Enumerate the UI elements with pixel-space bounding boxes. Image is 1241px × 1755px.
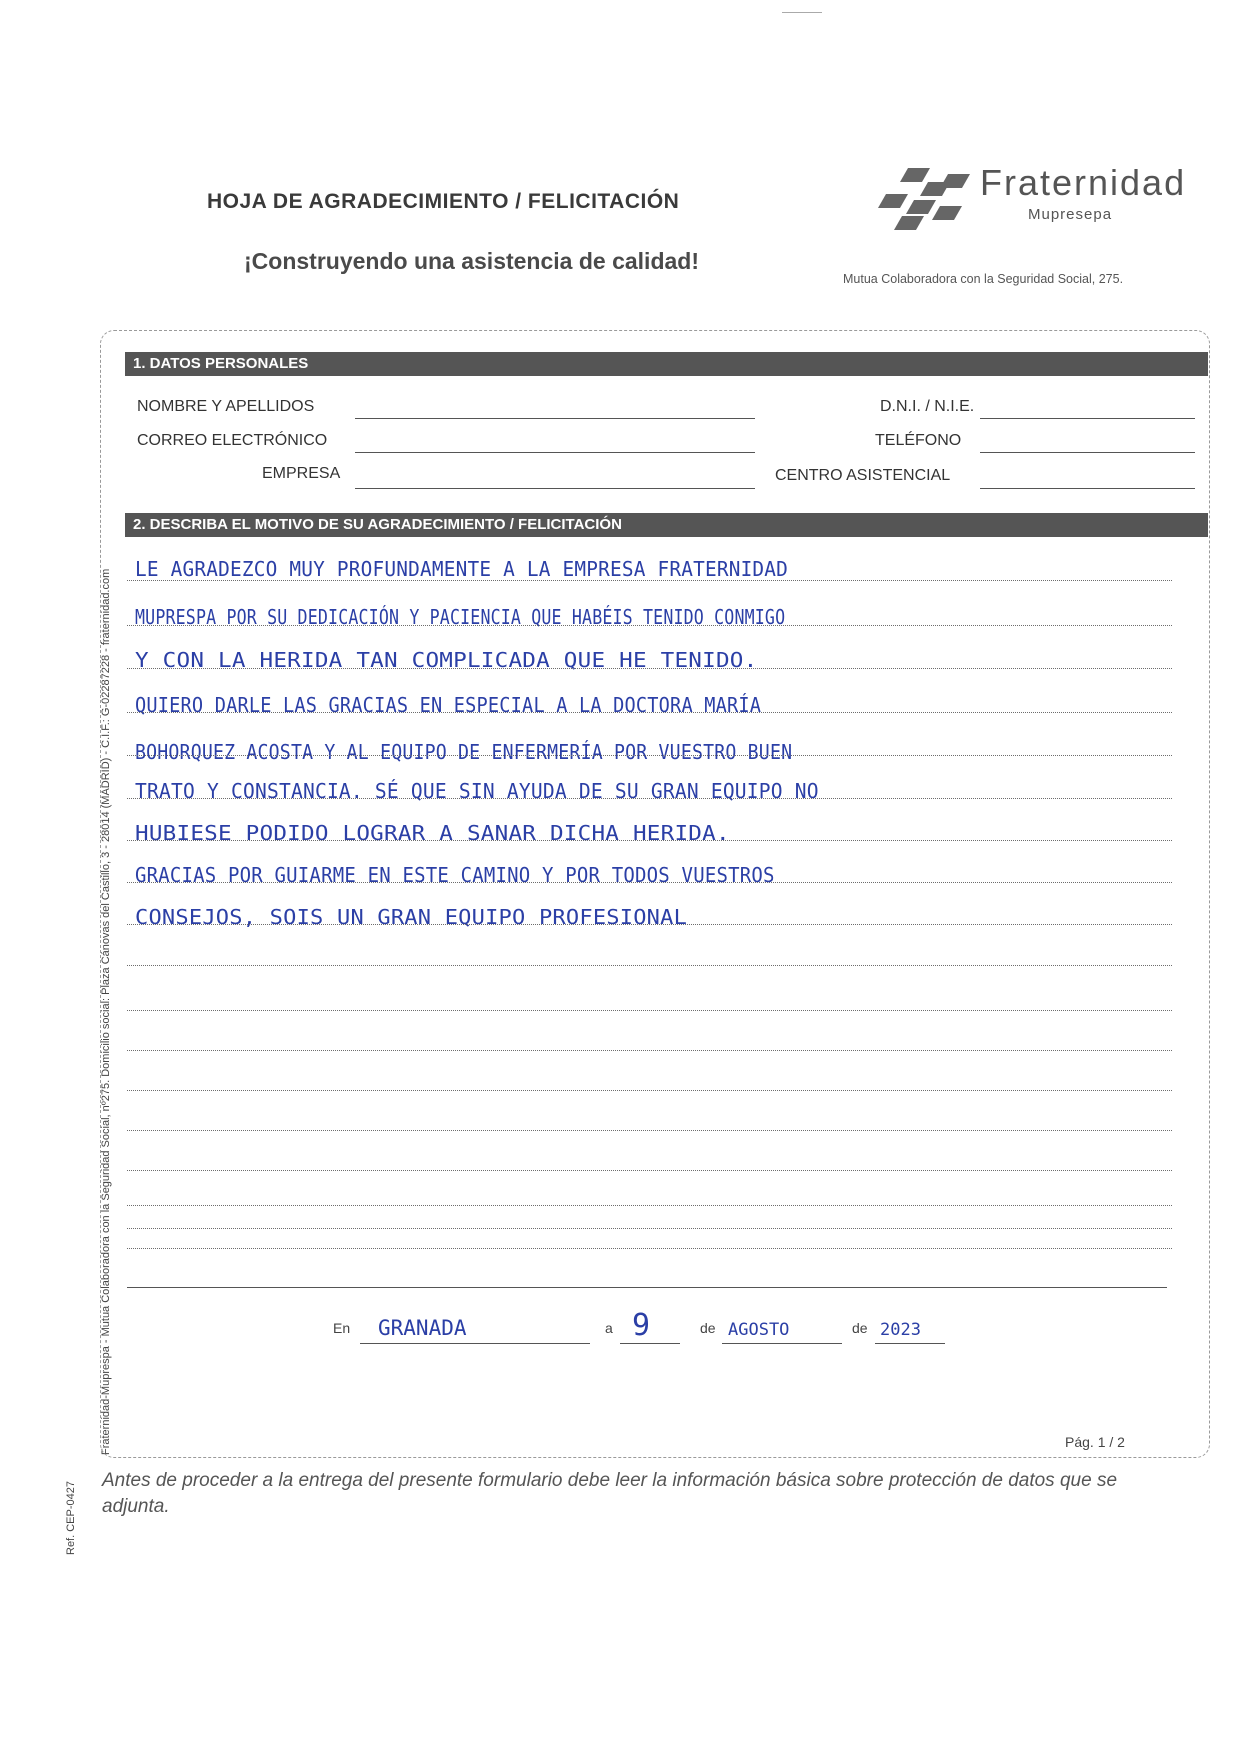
day-value: 9 [632, 1308, 651, 1343]
document-title: HOJA DE AGRADECIMIENTO / FELICITACIÓN [207, 190, 680, 213]
side-legal-text: Fraternidad-Muprespa - Mutua Colaboradora con la Seguridad Social, nº275. Domicilio social: Plaza Cánovas del Castillo, 3 - 28014 (MADRID) - C.I.F.: G-02287228 - fraternidad.com [100, 568, 112, 1455]
phone-label: TELÉFONO [875, 432, 962, 449]
email-label: CORREO ELECTRÓNICO [137, 432, 328, 449]
section-personal-data-header: 1. DATOS PERSONALES [125, 352, 1208, 376]
document-subtitle: ¡Construyendo una asistencia de calidad! [244, 248, 699, 274]
center-field[interactable] [980, 488, 1195, 489]
form-frame [100, 330, 1210, 1458]
section-reason-header: 2. DESCRIBA EL MOTIVO DE SU AGRADECIMIENTO / FELICITACIÓN [125, 513, 1208, 537]
ruled-line [127, 965, 1172, 966]
year-line [875, 1343, 945, 1344]
company-field[interactable] [355, 488, 755, 489]
ruled-line [127, 1248, 1172, 1249]
phone-field[interactable] [980, 452, 1195, 453]
day-line [620, 1343, 680, 1344]
month-label: de [700, 1320, 716, 1336]
place-value: GRANADA [378, 1316, 467, 1340]
side-ref: Ref. CEP-0427 [65, 1481, 77, 1555]
ruled-line [127, 882, 1172, 883]
ruled-line [127, 1170, 1172, 1171]
dni-label: D.N.I. / N.I.E. [880, 398, 975, 415]
ruled-line [127, 625, 1172, 626]
month-line [722, 1343, 842, 1344]
month-value: AGOSTO [728, 1320, 790, 1340]
handwritten-line: MUPRESPA POR SU DEDICACIÓN Y PACIENCIA QUE HABÉIS TENIDO CONMIGO [135, 605, 786, 629]
ruled-line [127, 1010, 1172, 1011]
brand-name: Fraternidad [980, 162, 1187, 203]
ruled-line [127, 1050, 1172, 1051]
ruled-line [127, 798, 1172, 799]
ruled-line [127, 840, 1172, 841]
data-protection-note: Antes de proceder a la entrega del presente formulario debe leer la información básica sobre protección de datos que se adjunta. [102, 1470, 1118, 1517]
scan-mark [782, 12, 822, 13]
email-field[interactable] [355, 452, 755, 453]
handwritten-line: Y CON LA HERIDA TAN COMPLICADA QUE HE TENIDO. [135, 648, 758, 672]
ruled-line [127, 1228, 1172, 1229]
center-label: CENTRO ASISTENCIAL [775, 467, 951, 484]
handwritten-line: TRATO Y CONSTANCIA. SÉ QUE SIN AYUDA DE SU GRAN EQUIPO NO [135, 779, 819, 803]
brand-subname: Mupresepa [1028, 206, 1113, 223]
handwritten-line: CONSEJOS, SOIS UN GRAN EQUIPO PROFESIONAL [135, 905, 688, 929]
dni-field[interactable] [980, 418, 1195, 419]
page-number: Pág. 1 / 2 [1065, 1434, 1125, 1450]
handwritten-line: BOHORQUEZ ACOSTA Y AL EQUIPO DE ENFERMERÍA POR VUESTRO BUEN [135, 740, 793, 764]
company-label: EMPRESA [262, 465, 341, 482]
writing-area-bottom-line [127, 1287, 1167, 1288]
year-value: 2023 [880, 1320, 921, 1340]
fraternidad-logo-icon [878, 160, 978, 235]
ruled-line [127, 1090, 1172, 1091]
ruled-line [127, 712, 1172, 713]
ruled-line [127, 755, 1172, 756]
place-line [360, 1343, 590, 1344]
year-label: de [852, 1320, 868, 1336]
ruled-line [127, 668, 1172, 669]
name-field[interactable] [355, 418, 755, 419]
mutua-note: Mutua Colaboradora con la Seguridad Social, 275. [843, 272, 1124, 286]
ruled-line [127, 1130, 1172, 1131]
name-label: NOMBRE Y APELLIDOS [137, 398, 315, 415]
handwritten-line: HUBIESE PODIDO LOGRAR A SANAR DICHA HERIDA. [135, 821, 730, 845]
day-label: a [605, 1320, 613, 1336]
handwritten-line: GRACIAS POR GUIARME EN ESTE CAMINO Y POR TODOS VUESTROS [135, 863, 775, 887]
ruled-line [127, 924, 1172, 925]
handwritten-line: QUIERO DARLE LAS GRACIAS EN ESPECIAL A LA DOCTORA MARÍA [135, 693, 762, 717]
handwritten-line: LE AGRADEZCO MUY PROFUNDAMENTE A LA EMPRESA FRATERNIDAD [135, 557, 789, 581]
ruled-line [127, 580, 1172, 581]
place-label: En [333, 1320, 351, 1336]
ruled-line [127, 1205, 1172, 1206]
